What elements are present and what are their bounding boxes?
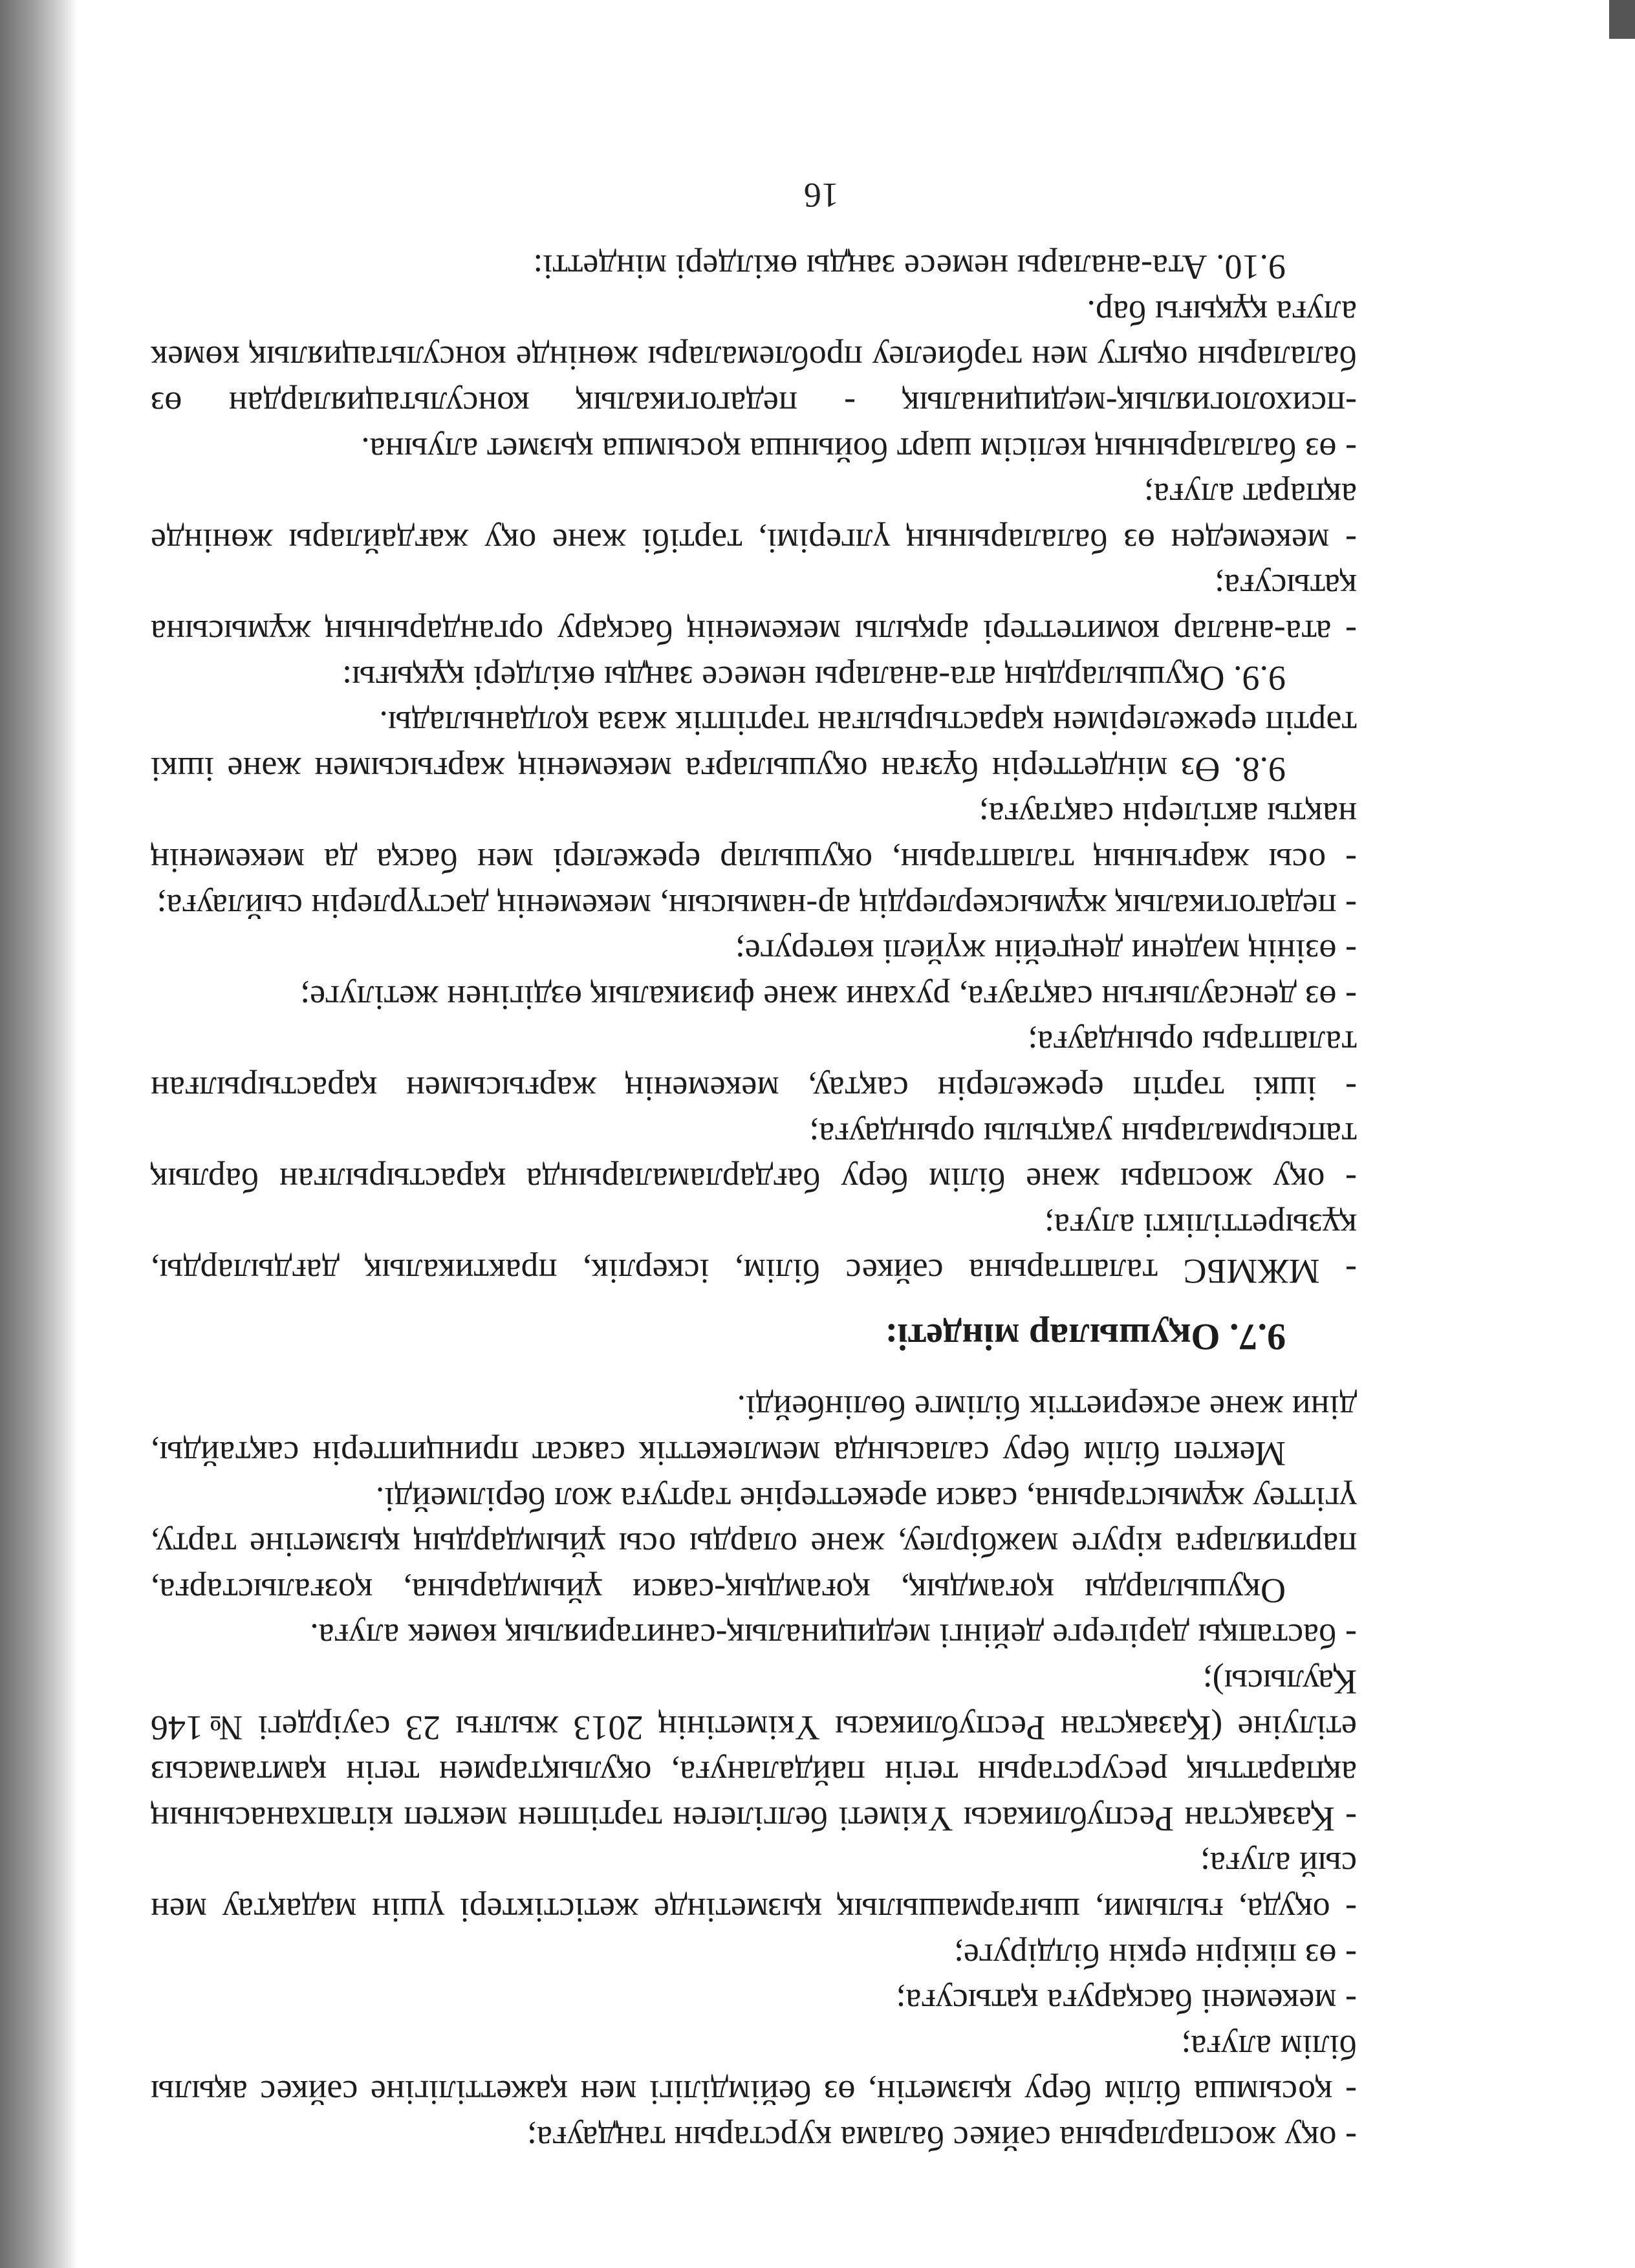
list-item: -психологиялық-медициналық - педагогикалық консультациялардан өз балаларын оқыту мен тәрбиелеу проблемалары жөнінде консультациялық көмек алуға құқығы бар. [151,293,1357,424]
paragraph: Мектеп білім беру саласында мемлекеттік саясат принциптерін сақтайды, діни және әскериеттік білімге бөлінбейді. [151,1388,1357,1474]
list-item: - қосымша білім беру қызметін, өз бейімділігі мен қажеттілігіне сәйкес ақылы білім алуға; [151,2027,1357,2113]
paragraph: Оқушыларды қоғамдық, қоғамдық-саяси ұйымдарына, қозғалыстарға, партияларға кіруге мәжбірлеу, және оларды осы ұйымдардың қызметіне тарту, үгіттеу жұмыстарына, саяси әрекеттеріне тартуға жол берілмейді. [151,1480,1357,1610]
list-item: - педагогикалық жұмыскерлердің ар-намысын, мекеменің дәстүрлерін сыйлауға; [157,887,1357,926]
list-item: - оқу жоспары және білім беру бағдарламаларында қарастырылған барлық тапсырмаларын уақтылы орындауға; [151,1115,1357,1200]
list-item: - оқуда, ғылыми, шығармашылық қызметінде жетістіктері үшін мадақтау мен сый алуға; [151,1845,1357,1930]
document-body [151,221,1357,2161]
list-item: - өзінің мәдени деңгейін жүйелі көтеруге; [735,933,1357,972]
list-item: - МЖМБС талаптарына сәйкес білім, іскерлік, практикалық дағдыларды, құзыреттілікті алуға; [151,1206,1357,1291]
paragraph: 9.8. Өз міндеттерін бұзған оқушыларға мекеменің жарғысымен және ішкі тәртіп ережелерімен қарастырылған тәртіптік жаза қолданылады. [151,704,1357,789]
list-item: - ата-аналар комитеттері арқылы мекеменің басқару органдарының жұмысына қатысуға; [151,567,1357,652]
list-item: - мекемеден өз балаларының үлгерімі, тәртібі және оқу жағдайлары жөнінде ақпарат алуға; [151,476,1357,561]
list-item: - Қазақстан Республикасы Үкіметі белгілеген тәртіппен мектеп кітапханасының ақпараттық ресурстарын тегін пайдалануға, оқулықтармен тегін қамтамасыз етілуіне (Қазақстан Республикасы Үкіметінің 2013 жылғы 23 сәуірдегі №146 Қаулысы); [151,1663,1357,1839]
list-item: - бастапқы дәрігерге дейінгі медициналық-санитариялық көмек алуға. [310,1617,1357,1656]
list-item: - өз балаларының келісім шарт бойынша қосымша қызмет алуына. [361,430,1357,470]
list-item: - осы жарғының талаптарын, оқушылар ережелері мен басқа да мекеменің нақты актілерін сақтауға; [151,795,1357,880]
paragraph: 9.9. Оқушылардың ата-аналары немесе заңды өкілдері құқығы: [342,658,1286,698]
list-item: - ішкі тәртіп ережелерін сақтау, мекеменің жарғысымен қарастырылған талаптары орындауға; [151,1024,1357,1108]
section-heading: 9.7. Оқушылар міндеті: [885,1315,1286,1358]
list-item: - өз пікірін еркін білдіруге; [953,1936,1357,1976]
list-item: - өз денсаулығын сақтауға, рухани және физикалық өздігінен жетілуге; [300,978,1357,1017]
paragraph: 9.10. Ата-аналары немесе заңды өкілдері міндетті: [533,248,1286,287]
list-item: - мекемені басқаруға қатысуға; [896,1982,1357,2022]
page-number: 16 [804,176,839,215]
list-item: - оқу жоспарларына сәйкес балама курстарын таңдауға; [526,2119,1357,2158]
